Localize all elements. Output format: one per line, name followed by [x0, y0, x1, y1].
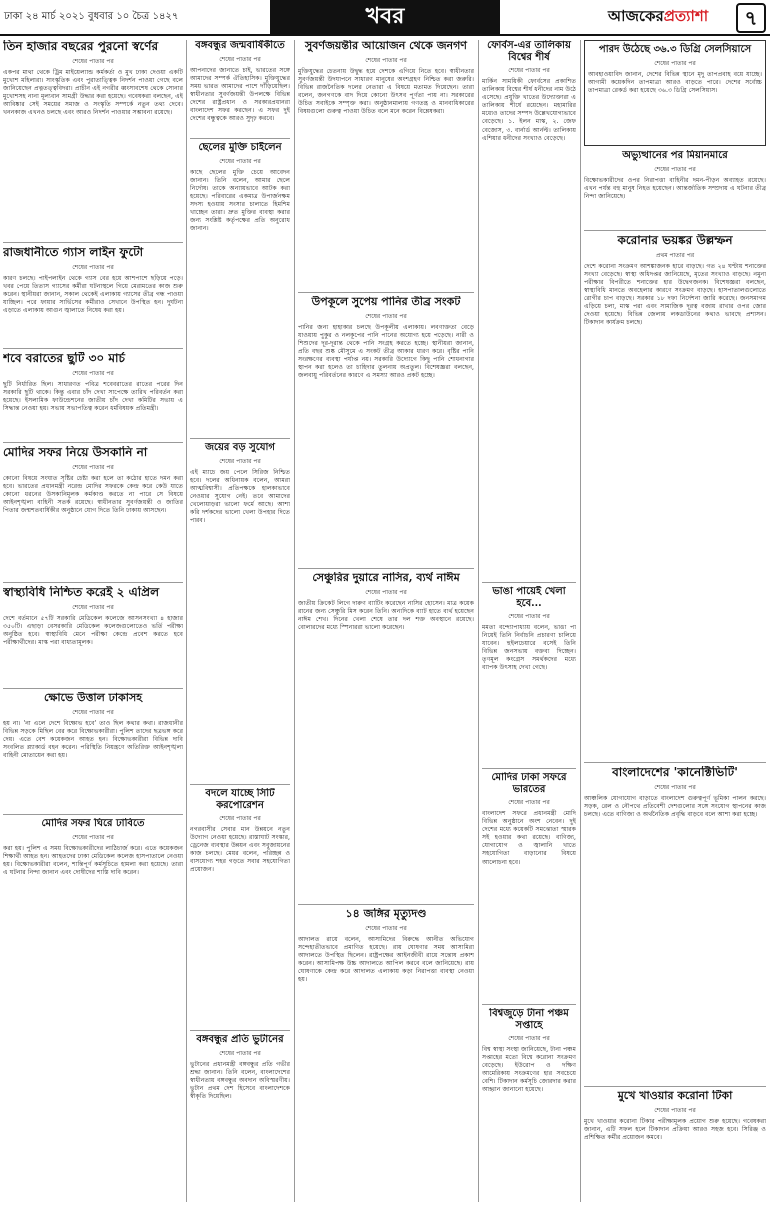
article-body: আবহাওয়াবিদ জানান, দেশের বিভিন্ন স্থানে মৃদু তাপপ্রবাহ বয়ে যাচ্ছে। আগামী কয়েকদিন তাপমাত্রা আরও বাড়তে পারে। দেশের সর্বোচ্চ তাপমাত্রা রেকর্ড করা হয়েছে ৩৬.৩ ডিগ্রি সেলসিয়াস।	[588, 70, 762, 94]
article-divider	[3, 688, 183, 689]
continuation-note: শেষের পাতার পর	[72, 708, 114, 716]
continuation-note: শেষের পাতার পর	[654, 1106, 696, 1114]
continuation-note: শেষের পাতার পর	[72, 463, 114, 471]
headline: উপকূলে সুপেয় পানির তীব্র সংকট	[311, 296, 461, 308]
headline: বঙ্গবন্ধুর জন্মবার্ষিকীতে	[195, 40, 285, 51]
article-body: দেশে করোনা সংক্রমণ আশঙ্কাজনক হারে বাড়ছে। গত ২৪ ঘণ্টায় শনাক্তের সংখ্যা বেড়েছে। স্বাস্থ্য অধিদপ্তর জানিয়েছে, মৃতের সংখ্যাও বাড়ছে। নমুনা পরীক্ষার বিপরীতে শনাক্তের হার উদ্বেগজনক। বিশেষজ্ঞরা বলছেন, স্বাস্থ্যবিধি মানতে অবহেলার কারণে সংক্রমণ বাড়ছে। হাসপাতালগুলোতে রোগীর চাপ বাড়ছে। সরকার ১৮ দফা নির্দেশনা জারি করেছে। জনসমাগম এড়িয়ে চলা, মাস্ক পরা এবং সামাজিক দূরত্ব বজায় রাখার ওপর জোর দেওয়া হয়েছে। বিভিন্ন জেলায় লকডাউনের কথাও ভাবছে প্রশাসন। টিকাদান কার্যক্রম চলছে।	[584, 262, 766, 327]
continuation-note: প্রথম পাতার পর	[655, 251, 695, 259]
article-divider	[482, 1004, 576, 1005]
article	[584, 150, 766, 228]
article-divider	[298, 292, 474, 293]
article-body: ভুটানের প্রধানমন্ত্রী বঙ্গবন্ধুর প্রতি গভীর শ্রদ্ধা জানান। তিনি বলেন, বাংলাদেশের স্বাধীনতায় বঙ্গবন্ধুর অবদান অবিস্মরণীয়। ভুটান প্রথম দেশ হিসেবে বাংলাদেশকে স্বীকৃতি দিয়েছিল।	[190, 1060, 290, 1100]
article	[584, 766, 766, 1084]
article-body: ছুটি নির্ধারিত ছিল। সাধারণত পবিত্র শবেবরাতের রাতের পরের দিন সরকারি ছুটি থাকে। কিন্তু এবার চাঁদ দেখা সাপেক্ষে তারিখ পরিবর্তন করা হয়েছে। ইসলামিক ফাউন্ডেশনের জাতীয় চাঁদ দেখা কমিটির সভায় এ সিদ্ধান্ত নেওয়া হয়। সভায় সভাপতিত্ব করেন ধর্মবিষয়ক প্রতিমন্ত্রী।	[3, 380, 183, 413]
article-divider	[190, 438, 290, 439]
page-number: ৭	[736, 3, 766, 33]
headline: বদলে যাচ্ছে সিটি করপোরেশন	[205, 788, 275, 811]
headline: তিন হাজার বছরের পুরনো স্বর্ণের	[3, 40, 159, 53]
article	[3, 446, 183, 580]
continuation-note: শেষের পাতার পর	[508, 799, 550, 806]
continuation-note: শেষের পাতার পর	[219, 55, 261, 63]
logo-accent: প্রত্যাশা	[663, 7, 709, 25]
article	[298, 296, 474, 566]
article-divider	[3, 582, 183, 583]
article-body: কাছে ছেলের মুক্তি চেয়ে আবেদন জানান। তিনি বলেন, আমার ছেলে নির্দোষ। তাকে অন্যায়ভাবে আটক করা হয়েছে। পরিবারের একমাত্র উপার্জনক্ষম সদস্য হওয়ায় সংসার চালাতে হিমশিম খাচ্ছেন তারা। দ্রুত মুক্তির ব্যবস্থা করার জন্য সংশ্লিষ্ট কর্তৃপক্ষের প্রতি অনুরোধ জানান।	[190, 168, 290, 233]
article-body: জাতীয় ক্রিকেট লিগে দারুণ ব্যাটিং করেছেন নাসির হোসেন। মাত্র কয়েক রানের জন্য সেঞ্চুরি মিস করেন তিনি। অন্যদিকে ব্যাট হাতে ব্যর্থ হয়েছেন নাঈম শেখ। দিনের খেলা শেষে তার দল শক্ত অবস্থানে রয়েছে। বোলারদের মধ্যে স্পিনাররা ভালো করেছেন।	[298, 599, 474, 631]
continuation-note: শেষের পাতার পর	[219, 1049, 261, 1057]
continuation-note: শেষের পাতার পর	[365, 56, 407, 64]
article	[584, 40, 766, 146]
continuation-note: শেষের পাতার পর	[365, 312, 407, 320]
column-rule	[580, 40, 581, 1202]
article-body: মুখে খাওয়ার করোনা টিকার পরীক্ষামূলক প্রয়োগ শুরু হয়েছে। গবেষকরা জানান, এটি সফল হলে টিকাদান প্রক্রিয়া আরও সহজ হবে। সিরিঞ্জ ও প্রশিক্ষিত কর্মীর প্রয়োজন কমবে।	[584, 1117, 766, 1141]
headline: ছেলের মুক্তি চাইলেন	[198, 142, 282, 153]
continuation-note: শেষের পাতার পর	[654, 59, 696, 67]
article	[3, 692, 183, 812]
article-body: আদালত রায়ে বলেন, আসামিদের বিরুদ্ধে আনীত অভিযোগ সন্দেহাতীতভাবে প্রমাণিত হয়েছে। রায় ঘোষণার সময় আসামিরা আদালতে উপস্থিত ছিলেন। রাষ্ট্রপক্ষের আইনজীবী রায়ে সন্তোষ প্রকাশ করেন। আসামিপক্ষ উচ্চ আদালতে আপিল করবে বলে জানিয়েছে। রায় ঘোষণাকে কেন্দ্র করে আদালত এলাকায় কড়া নিরাপত্তা ব্যবস্থা নেওয়া হয়।	[298, 935, 474, 984]
article-divider	[3, 242, 183, 243]
article-body: বাংলাদেশ সফরে প্রধানমন্ত্রী মোদি বিভিন্ন অনুষ্ঠানে অংশ নেবেন। দুই দেশের মধ্যে কয়েকটি সমঝোতা স্মারক সই হওয়ার কথা রয়েছে। বাণিজ্য, যোগাযোগ ও জ্বালানি খাতে সহযোগিতা বাড়ানোর বিষয়ে আলোচনা হবে।	[482, 810, 576, 866]
issue-date: ঢাকা ২৪ মার্চ ২০২১ বুধবার ১০ চৈত্র ১৪২৭	[4, 11, 179, 22]
article	[190, 142, 290, 436]
continuation-note: শেষের পাতার পর	[72, 263, 114, 271]
article-divider	[190, 784, 290, 785]
article	[482, 40, 576, 580]
continuation-note: শেষের পাতার পর	[219, 815, 261, 822]
headline: সেঞ্চুরির দুয়ারে নাসির, ব্যর্থ নাঈম	[312, 572, 460, 584]
continuation-note: শেষের পাতার পর	[365, 588, 407, 596]
article-body: বিশ্ব স্বাস্থ্য সংস্থা জানিয়েছে, টানা পঞ্চম সপ্তাহের মতো বিশ্বে করোনা সংক্রমণ বেড়েছে। ইউরোপ ও দক্ষিণ আমেরিকায় সংক্রমণের হার সবচেয়ে বেশি। টিকাদান কর্মসূচি জোরদার করার আহ্বান জানানো হয়েছে।	[482, 1046, 576, 1094]
continuation-note: শেষের পাতার পর	[508, 613, 550, 620]
column-rule	[186, 40, 187, 1202]
section-title: খবর	[270, 0, 500, 34]
article-body: কারণ চলছে। পাইপলাইন থেকে গ্যাস বের হয়ে আশপাশে ছড়িয়ে পড়ে। খবর পেয়ে তিতাস গ্যাসের কর্মীরা ঘটনাস্থলে গিয়ে মেরামতের কাজ শুরু করেন। স্থানীয়রা জানান, সকাল থেকেই এলাকায় গ্যাসের তীব্র গন্ধ পাওয়া যাচ্ছিল। পরে ফায়ার সার্ভিসের কর্মীরাও সেখানে উপস্থিত হন। দুর্ঘটনা এড়াতে এলাকায় আগুন জ্বালাতে নিষেধ করা হয়।	[3, 274, 183, 315]
continuation-note: শেষের পাতার পর	[654, 783, 696, 791]
headline: বিশ্বজুড়ে টানা পঞ্চম সপ্তাহে	[489, 1008, 569, 1031]
article-body: হয় না। 'না এলে দেশে বিক্ষোভ হবে' তাও ছিল কথার কথা। রাজধানীর বিভিন্ন সড়কে মিছিল বের করে বিক্ষোভকারীরা। পুলিশ তাদের ছত্রভঙ্গ করে দেয়। এতে বেশ কয়েকজন আহত হন। বিক্ষোভকারীরা বিভিন্ন দাবি সংবলিত প্ল্যাকার্ড বহন করেন। পরিস্থিতি নিয়ন্ত্রণে অতিরিক্ত আইনশৃঙ্খলা বাহিনী মোতায়েন করা হয়।	[3, 719, 183, 760]
continuation-note: শেষের পাতার পর	[219, 157, 261, 165]
article	[482, 772, 576, 1002]
headline: ১৪ জঙ্গির মৃত্যুদণ্ড	[345, 908, 427, 920]
headline: বাংলাদেশের 'কানেক্টিভিটি'	[612, 766, 738, 779]
article-divider	[584, 762, 766, 763]
article-body: এই ম্যাচে জয় পেলে সিরিজ নিশ্চিত হবে। দলের অধিনায়ক বলেন, আমরা আত্মবিশ্বাসী। প্রতিপক্ষকে হালকাভাবে নেওয়ার সুযোগ নেই। তবে আমাদের খেলোয়াড়রা ভালো ফর্মে আছে। আশা করি দর্শকদের ভালো খেলা উপহার দিতে পারব।	[190, 468, 290, 525]
headline: ক্ষোভে উত্তাল ঢাকাসহ	[43, 692, 142, 704]
continuation-note: শেষের পাতার পর	[365, 924, 407, 932]
article	[190, 788, 290, 1028]
article	[3, 246, 183, 346]
column-rule	[294, 40, 295, 1202]
article-body: নগরবাসীর সেবার মান উন্নয়নে নতুন উদ্যোগ নেওয়া হয়েছে। রাস্তাঘাট সংস্কার, ড্রেনেজ ব্যবস্থার উন্নয়ন এবং সবুজায়নের কাজ চলছে। মেয়র বলেন, পরিচ্ছন্ন ও বাসযোগ্য শহর গড়তে সবার সহযোগিতা প্রয়োজন।	[190, 826, 290, 874]
headline: জয়ের বড় সুযোগ	[205, 442, 275, 453]
continuation-note: শেষের পাতার পর	[508, 67, 550, 74]
continuation-note: শেষের পাতার পর	[654, 165, 696, 173]
continuation-note: শেষের পাতার পর	[72, 369, 114, 377]
article-body: মুক্তিযুদ্ধের চেতনায় উদ্বুদ্ধ হয়ে দেশকে এগিয়ে নিতে হবে। স্বাধীনতার সুবর্ণজয়ন্তী উদযাপনে সাধারণ মানুষের অংশগ্রহণ নিশ্চিত করা জরুরি। বিভিন্ন রাজনৈতিক দলের নেতারা এ বিষয়ে মতামত দিয়েছেন। তারা বলেন, জনগণকে বাদ দিয়ে কোনো উৎসব পূর্ণতা পায় না। সরকারের উচিত সবাইকে সম্পৃক্ত করা। অনুষ্ঠানমালায় গণতন্ত্র ও মানবাধিকারের বিষয়গুলো গুরুত্ব পাওয়া উচিত বলে মনে করেন বিশ্লেষকরা।	[298, 67, 474, 116]
article	[3, 40, 183, 240]
article-divider	[3, 442, 183, 443]
article-divider	[3, 814, 183, 815]
continuation-note: শেষের পাতার পর	[508, 1035, 550, 1042]
article-divider	[298, 568, 474, 569]
continuation-note: শেষের পাতার পর	[219, 457, 261, 465]
article-divider	[3, 348, 183, 349]
article-body: পানির জন্য হাহাকার চলছে উপকূলীয় এলাকায়। লবণাক্ততা বেড়ে যাওয়ায় পুকুর ও নলকূপের পানি পানের অযোগ্য হয়ে পড়েছে। নারী ও শিশুদের দূর-দূরান্ত থেকে পানি সংগ্রহ করতে হচ্ছে। স্থানীয়রা জানান, প্রতি বছর শুষ্ক মৌসুমে এ সংকট তীব্র আকার ধারণ করে। বৃষ্টির পানি সংরক্ষণের ব্যবস্থা পর্যাপ্ত নয়। সরকারি উদ্যোগে কিছু পানি শোধনাগার স্থাপন করা হলেও তা চাহিদার তুলনায় অপ্রতুল। বিশেষজ্ঞরা বলছেন, জলবায়ু পরিবর্তনের কারণে এ সমস্যা আরও প্রকট হচ্ছে।	[298, 323, 474, 380]
article	[482, 1008, 576, 1202]
headline: মোদির সফর ঘিরে ঢাবিতে	[41, 818, 145, 829]
article-divider	[584, 1086, 766, 1087]
article	[584, 1090, 766, 1202]
article-divider	[584, 230, 766, 231]
article	[190, 1034, 290, 1202]
article-body: দেশে বর্তমানে ৫৭টি সরকারি মেডিকেল কলেজে আসনসংখ্যা ৪ হাজার ৩৫০টি। এছাড়া বেসরকারি মেডিকেল কলেজগুলোতেও ভর্তি পরীক্ষা অনুষ্ঠিত হবে। স্বাস্থ্যবিধি মেনে পরীক্ষা কেন্দ্রে প্রবেশ করতে হবে পরীক্ষার্থীদের। মাস্ক পরা বাধ্যতামূলক।	[3, 614, 183, 647]
headline: স্বাস্থ্যবিধি নিশ্চিত করেই ২ এপ্রিল	[3, 586, 160, 599]
article-body: করা হয়। পুলিশ এ সময় বিক্ষোভকারীদের লাঠিচার্জ করে। এতে কয়েকজন শিক্ষার্থী আহত হন। আহতদের ঢাকা মেডিকেল কলেজ হাসপাতালে নেওয়া হয়। বিক্ষোভকারীরা বলেন, শান্তিপূর্ণ কর্মসূচিতে হামলা করা হয়েছে। তারা এ ঘটনার নিন্দা জানান এবং দোষীদের শাস্তি দাবি করেন।	[3, 844, 183, 876]
article	[298, 908, 474, 1202]
headline: মুখে খাওয়ার করোনা টিকা	[617, 1090, 733, 1102]
headline: ভাঙা পায়েই খেলা হবে...	[492, 586, 566, 609]
article-divider	[190, 138, 290, 139]
continuation-note: শেষের পাতার পর	[72, 57, 114, 65]
headline: রাজধানীতে গ্যাস লাইন ফুটো	[3, 246, 144, 259]
article-body: মার্কিন সাময়িকী ফোর্বসের প্রকাশিত তালিকায় বিশ্বের শীর্ষ ধনীদের নাম উঠে এসেছে। প্রযুক্তি খাতের উদ্যোক্তারা এ তালিকায় শীর্ষে রয়েছেন। মহামারির মধ্যেও তাদের সম্পদ উল্লেখযোগ্যভাবে বেড়েছে। ১. ইলন মাস্ক, ২. জেফ বেজোস, ৩. বার্নার্ড আর্নল্ট। তালিকায় এশিয়ার ধনীদের সংখ্যাও বেড়েছে।	[482, 78, 576, 142]
article-body: আপনাদের জানাতে চাই, ভারতের সঙ্গে আমাদের সম্পর্ক ঐতিহাসিক। মুক্তিযুদ্ধের সময় ভারত আমাদের পাশে দাঁড়িয়েছিল। স্বাধীনতার সুবর্ণজয়ন্তী উপলক্ষে বিভিন্ন দেশের রাষ্ট্রপ্রধান ও সরকারপ্রধানরা বাংলাদেশ সফর করছেন। এ সফর দুই দেশের বন্ধুত্বকে আরও সুদৃঢ় করবে।	[190, 66, 290, 123]
article-divider	[482, 582, 576, 583]
article	[190, 40, 290, 136]
article-divider	[482, 768, 576, 769]
article	[190, 442, 290, 782]
headline: বঙ্গবন্ধুর প্রতি ভুটানের	[196, 1034, 284, 1045]
continuation-note: শেষের পাতার পর	[72, 603, 114, 611]
headline: মোদির ঢাকা সফরে ভারতের	[491, 772, 567, 795]
headline: শবে বরাতের ছুটি ৩০ মার্চ	[3, 352, 125, 365]
masthead	[0, 0, 770, 36]
article	[584, 234, 766, 760]
headline: অভ্যুত্থানের পর মিয়ানমারে	[622, 150, 728, 161]
headline: পারদ উঠেছে ৩৬.৩ ডিগ্রি সেলসিয়াসে	[598, 44, 752, 55]
article-body: কোনো বিষয়ে সংঘাত সৃষ্টির চেষ্টা করা হলে তা কঠোর হাতে দমন করা হবে। ভারতের প্রধানমন্ত্রী নরেন্দ্র মোদির সফরকে কেন্দ্র করে কেউ যাতে কোনো ধরনের উসকানিমূলক কর্মকাণ্ড করতে না পারে সে বিষয়ে আইনশৃঙ্খলা বাহিনী সতর্ক রয়েছে। স্বাধীনতার সুবর্ণজয়ন্তী ও জাতির পিতার জন্মশতবার্ষিকীর অনুষ্ঠানে যোগ দিতে তিনি ঢাকায় আসছেন।	[3, 474, 183, 515]
headline: মোদির সফর নিয়ে উসকানি না	[3, 446, 148, 459]
article	[3, 818, 183, 1202]
article-body: বিক্ষোভকারীদের ওপর নিরাপত্তা বাহিনীর দমন-পীড়ন অব্যাহত রয়েছে। এখন পর্যন্ত বহু মানুষ নিহত হয়েছেন। আন্তর্জাতিক সম্প্রদায় এ ঘটনার তীব্র নিন্দা জানিয়েছে।	[584, 176, 766, 200]
article-body: একপর মাথা থেকে ট্রিম মাইয়েল্যান্ড কর্মকর্তা ও মুখ ঢাকা দেওয়া একটি মুখোশ মহিলারা। সাংস্কৃতিক এবং পুরাতাত্ত্বিক নিদর্শন পাওয়া গেছে বলে জানিয়েছেন প্রত্নতত্ত্ববিদরা। প্রাচীন এই নগরীর ধ্বংসাবশেষ থেকে সোনার মুখোশসহ নানা মূল্যবান সামগ্রী উদ্ধার করা হয়েছে। গবেষকরা বলছেন, এই আবিষ্কার সেই সময়ের সমাজ ও সংস্কৃতি সম্পর্কে নতুন তথ্য দেবে। খননকাজ এখনও চলছে এবং আরও নিদর্শন পাওয়ার সম্ভাবনা রয়েছে।	[3, 68, 183, 117]
headline: করোনার ভয়ঙ্কর উল্লম্ফন	[617, 234, 733, 247]
article-body: মমতা বন্দ্যোপাধ্যায় বলেন, ভাঙা পা নিয়েই তিনি নির্বাচনি প্রচারণা চালিয়ে যাবেন। হুইলচেয়ারে বসেই তিনি বিভিন্ন জনসভায় বক্তব্য দিচ্ছেন। তৃণমূল কংগ্রেস সমর্থকদের মধ্যে ব্যাপক উৎসাহ দেখা গেছে।	[482, 624, 576, 672]
article-divider	[190, 1030, 290, 1031]
logo-brand: আজকের	[608, 7, 664, 25]
column-rule	[478, 40, 479, 1202]
newspaper-logo	[608, 5, 728, 31]
continuation-note: শেষের পাতার পর	[72, 833, 114, 841]
article	[3, 586, 183, 686]
headline: ফোর্বস-এর তালিকায় বিশ্বের শীর্ষ	[487, 40, 571, 63]
article	[482, 586, 576, 766]
headline: সুবর্ণজয়ন্তীর আয়োজন থেকে জনগণ	[305, 40, 467, 52]
article-divider	[298, 904, 474, 905]
article	[3, 352, 183, 440]
article-body: আঞ্চলিক যোগাযোগ বাড়াতে বাংলাদেশ গুরুত্বপূর্ণ ভূমিকা পালন করছে। সড়ক, রেল ও নৌপথে প্রতিবেশী দেশগুলোর সঙ্গে সংযোগ স্থাপনের কাজ চলছে। এতে বাণিজ্য ও অর্থনৈতিক প্রবৃদ্ধি বাড়বে বলে আশা করা হচ্ছে।	[584, 794, 766, 818]
article	[298, 572, 474, 902]
article	[298, 40, 474, 290]
